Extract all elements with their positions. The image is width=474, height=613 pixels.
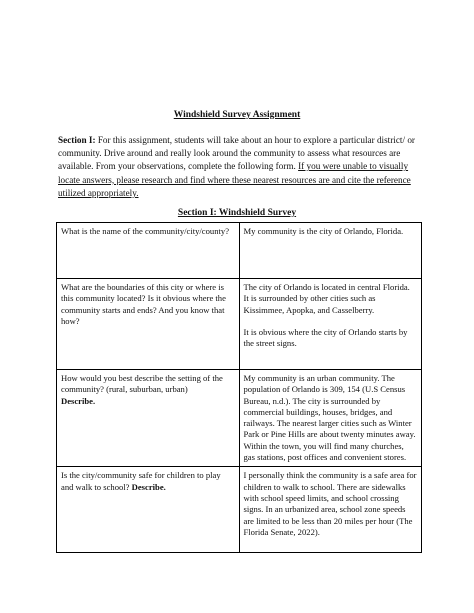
- question-text: How would you best describe the setting of the community? (rural, suburban, urban): [61, 373, 223, 395]
- intro-paragraph: [58, 134, 428, 200]
- question-bold-text: Describe.: [61, 395, 96, 406]
- answer-text: It is obvious where the city of Orlando starts by the street signs.: [243, 326, 408, 349]
- answer-cell: [239, 279, 422, 370]
- answer-cell: [239, 223, 422, 279]
- table-row: [57, 223, 422, 279]
- question-cell: [57, 370, 240, 467]
- question-cell: [57, 467, 240, 553]
- answer-cell: [239, 467, 422, 553]
- table-row: [57, 467, 422, 553]
- answer-text: I personally think the community is a safe area for children to walk to school. There are sidewalks with school speed limits, and school crossing signs. In an urbanized area, school zone speeds are limited to be less than 20 miles per hour (The Florida Senate, 2022).: [243, 470, 417, 537]
- assignment-title: Windshield Survey Assignment: [173, 110, 301, 120]
- question-bold-text: Describe.: [131, 481, 166, 492]
- table-row: [57, 370, 422, 467]
- survey-table: [56, 222, 422, 553]
- table-row: [57, 279, 422, 370]
- question-cell: [57, 279, 240, 370]
- question-text: Is the city/community safe for children to play and walk to school?: [61, 470, 221, 492]
- question-cell: [57, 223, 240, 279]
- answer-cell: [239, 370, 422, 467]
- section-title: Section I: Windshield Survey: [177, 208, 297, 218]
- intro-underlined-text: If you were unable to visually locate answers, please research and find where these nearest resources are and cite the reference utilized appropriately.: [58, 161, 411, 198]
- answer-text: My community is an urban community. The population of Orlando is 309, 154 (U.S Census Bureau, n.d.). The city is surrounded by commercial buildings, houses, bridges, and railways. The nearest larger cities such as Winter Park or Pine Hills are about twenty minutes away. Within the town, you will find many churches, gas stations, post offices and convenient stores.: [243, 373, 416, 463]
- intro-text: For this assignment, students will take about an hour to explore a particular district/ or community. Drive around and really look around the community to assess what resources are available. From your observations, complete the following form.: [58, 135, 415, 172]
- question-text: What is the name of the community/city/county?: [61, 226, 230, 236]
- answer-text: My community is the city of Orlando, Florida.: [243, 226, 404, 236]
- intro-section-label: Section I:: [58, 135, 96, 145]
- answer-text: The city of Orlando is located in central Florida. It is surrounded by other cities such as Kissimmee, Apopka, and Casselberry.: [243, 282, 410, 315]
- question-text: What are the boundaries of this city or where is this community located? Is it obvious where the community starts and ends? And you know that how?: [61, 282, 226, 326]
